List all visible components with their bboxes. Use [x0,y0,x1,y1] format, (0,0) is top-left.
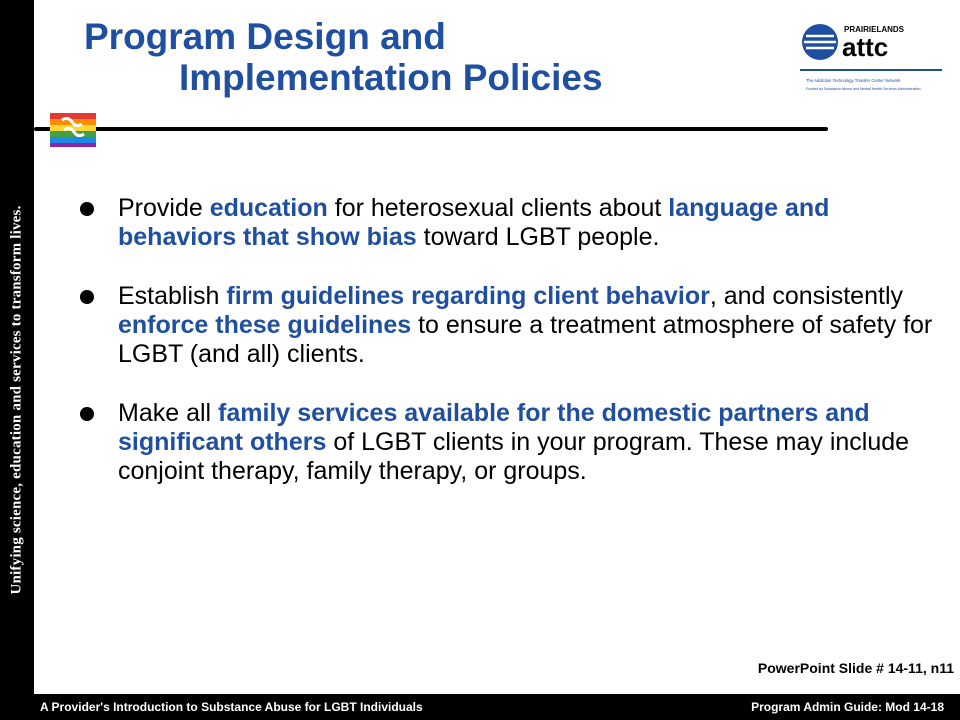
logo-top-text: PRAIRIELANDS [844,25,905,34]
bullet-item: Establish firm guidelines regarding client behavior, and consistently enforce these guidelines to ensure a treatment atmosphere of safety for LGBT (and all) clients. [80,282,936,369]
bullet-item: Make all family services available for the domestic partners and significant others of LGBT clients in your program. These may include conjoint therapy, family therapy, or groups. [80,399,936,486]
slide-number: PowerPoint Slide # 14-11, n11 [757,660,954,676]
logo-tagline-1: The Addiction Technology Transfer Center Network [806,78,901,83]
bullet-dot [80,407,94,421]
title-line-1: Program Design and [84,16,446,57]
bullet-dot [80,202,94,216]
bullet-list [80,194,936,516]
slide-title [84,16,603,98]
footer-right-text: Program Admin Guide: Mod 14-18 [751,700,944,714]
title-line-2: Implementation Policies [179,57,603,98]
attc-logo [796,16,946,106]
footer-left-text: A Provider's Introduction to Substance Abuse for LGBT Individuals [40,700,423,714]
rainbow-flag-icon [48,110,98,148]
footer-bar [0,694,960,720]
title-divider [34,127,828,131]
left-sidebar-bar [0,0,34,694]
bullet-item: Provide education for heterosexual clients about language and behaviors that show bias toward LGBT people. [80,194,936,252]
sidebar-tagline: Unifying science, education and services to transform lives. [8,205,25,595]
bullet-dot [80,290,94,304]
logo-tagline-2: Funded by Substance Abuse and Mental Health Services Administration [806,87,921,91]
logo-brand: attc [842,32,889,62]
